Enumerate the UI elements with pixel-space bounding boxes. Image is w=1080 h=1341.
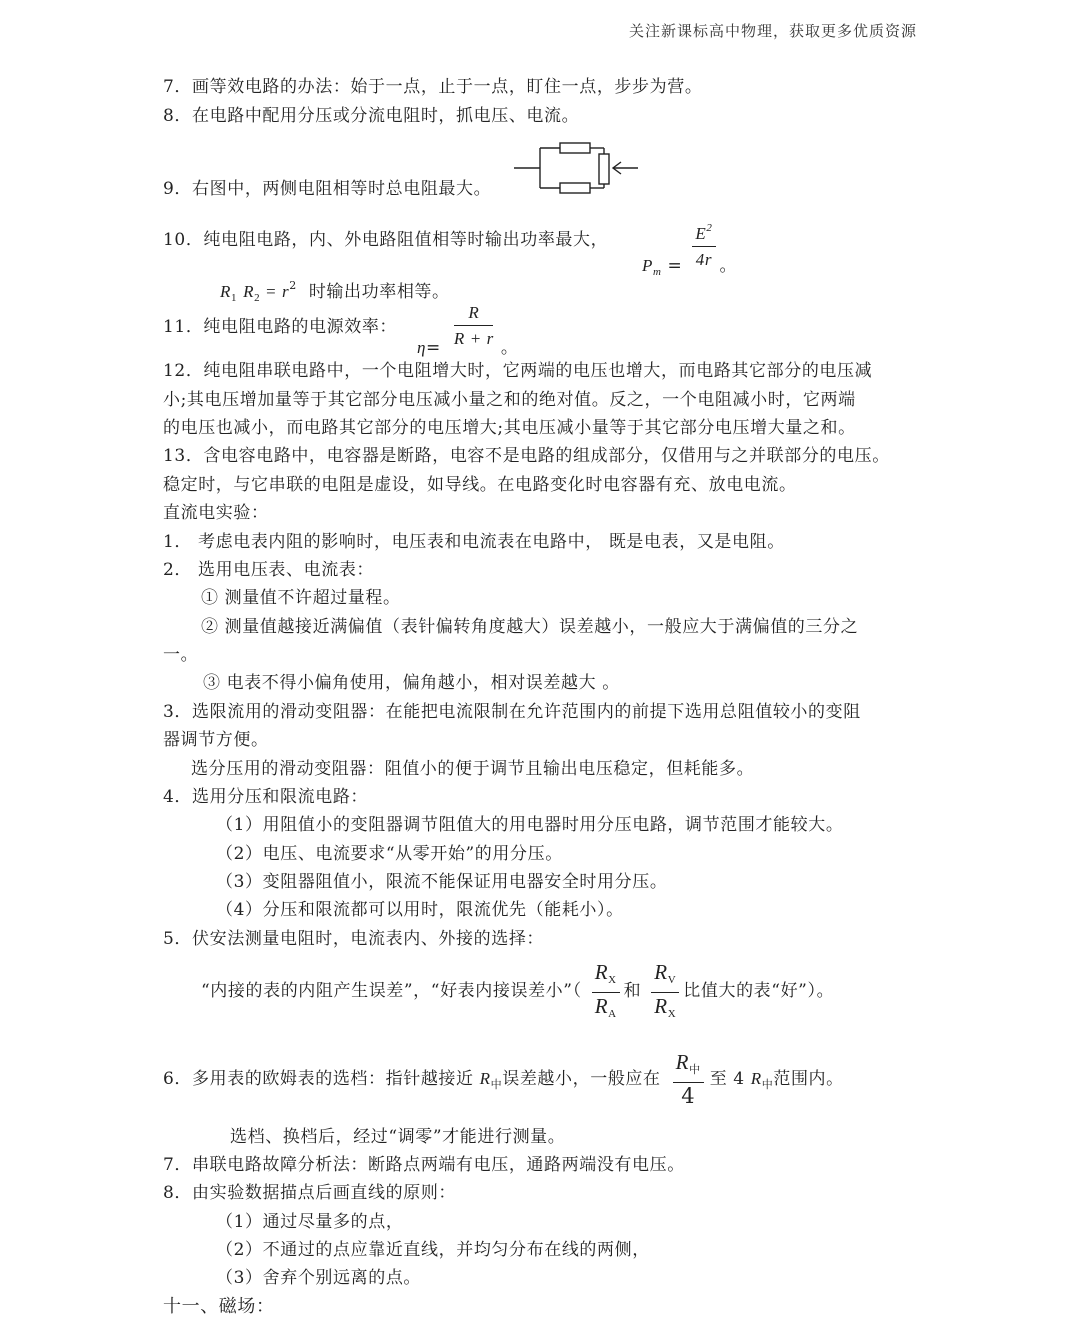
efficiency-fraction xyxy=(451,303,497,350)
exp-8-2: （2）不通过的点应靠近直线，并均匀分布在线的两侧， xyxy=(216,1240,650,1260)
exp-6-text-d: 范围内。 xyxy=(773,1069,844,1089)
rule-7: 7．画等效电路的办法：始于一点，止于一点，盯住一点，步步为营。 xyxy=(163,77,703,97)
exp-3-line2: 器调节方便。 xyxy=(163,730,269,750)
rule-13-line1: 13．含电容电路中，电容器是断路，电容不是电路的组成部分，仅借用与之并联部分的电压。 xyxy=(163,446,890,466)
rule-11-text: 11．纯电阻电路的电源效率： xyxy=(163,317,398,337)
exp-1: 1． 考虑电表内阻的影响时，电压表和电流表在电路中， 既是电表，又是电阻。 xyxy=(163,532,785,552)
r-mid-sub: 中 xyxy=(490,1078,503,1091)
rule-13-line2: 稳定时，与它串联的电阻是虚设，如导线。在电路变化时电容器有充、放电电流。 xyxy=(163,475,797,495)
r-squared: = r xyxy=(260,282,290,301)
rv-sub: V xyxy=(667,974,677,986)
rx-sub: X xyxy=(608,974,617,986)
condition-text: 时输出功率相等。 xyxy=(308,282,450,302)
fraction-numerator: E xyxy=(695,224,707,243)
r-mid2-symbol: R xyxy=(750,1069,762,1088)
formula-eq: = xyxy=(667,256,683,276)
rule-11 xyxy=(163,315,397,339)
rule-12-line1: 12．纯电阻串联电路中，一个电阻增大时，它两端的电压也增大，而电路其它部分的电压减 xyxy=(163,361,873,381)
r-mid-quarter xyxy=(673,1052,704,1107)
r-mid-den: 4 xyxy=(681,1084,696,1108)
exp-6-note: 选档、换档后，经过“调零”才能进行测量。 xyxy=(230,1127,566,1147)
exp-8-1: （1）通过尽量多的点， xyxy=(216,1212,404,1232)
ra-symbol: R xyxy=(594,994,609,1018)
r2-symbol: R xyxy=(243,282,255,301)
ra-sub: A xyxy=(608,1008,617,1020)
numerator-exp: 2 xyxy=(706,222,713,234)
rule-9: 9．右图中，两侧电阻相等时总电阻最大。 xyxy=(163,179,492,199)
exp-2-1: ① 测量值不许超过量程。 xyxy=(201,588,401,608)
exp-2: 2． 选用电压表、电流表： xyxy=(163,560,375,580)
rule-8: 8．在电路中配用分压或分流电阻时，抓电压、电流。 xyxy=(163,106,580,126)
rule-12-line3: 的电压也减小，而电路其它部分的电压增大;其电压减小量等于其它部分电压增大量之和。 xyxy=(163,418,856,438)
exp-8: 8．由实验数据描点后画直线的原则： xyxy=(163,1183,457,1203)
exp-5: 5．伏安法测量电阻时，电流表内、外接的选择： xyxy=(163,929,545,949)
rule-12-line2: 小;其电压增加量等于其它部分电压减小量之和的绝对值。反之，一个电阻减小时，它两端 xyxy=(163,390,856,410)
exp-7: 7．串联电路故障分析法：断路点两端有电压，通路两端没有电压。 xyxy=(163,1155,685,1175)
power-fraction xyxy=(692,218,715,271)
fraction-denominator: 4r xyxy=(695,250,713,269)
efficiency-formula xyxy=(417,303,519,358)
section-title-dc-experiment: 直流电实验： xyxy=(163,503,269,523)
ratio-rv-rx xyxy=(651,962,679,1025)
exp-6 xyxy=(163,1052,844,1107)
rx-symbol: R xyxy=(594,960,609,984)
exp-2-2: ② 测量值越接近满偏值（表针偏转角度越大）误差越小，一般应大于满偏值的三分之 xyxy=(201,617,859,637)
exp-4-1: （1）用阻值小的变阻器调节阻值大的用电器时用分压电路，调节范围才能较大。 xyxy=(216,815,844,835)
r-mid-symbol: R xyxy=(479,1069,491,1088)
formula-m: m xyxy=(652,266,662,278)
exp-2-3: ③ 电表不得小偏角使用，偏角越小，相对误差越大 。 xyxy=(203,673,620,693)
exp-4-4: （4）分压和限流都可以用时，限流优先（能耗小）。 xyxy=(216,900,624,920)
rule-10 xyxy=(163,228,608,252)
ratio-rx-ra xyxy=(592,962,620,1025)
eta-symbol: η xyxy=(417,338,427,357)
exp-6-text-c: 至 4 xyxy=(709,1069,745,1089)
exp-4: 4．选用分压和限流电路： xyxy=(163,787,369,807)
r-mid-num: R xyxy=(675,1050,690,1074)
exp-4-3: （3）变阻器阻值小，限流不能保证用电器安全时用分压。 xyxy=(216,872,668,892)
r2-sub: 2 xyxy=(254,292,261,304)
exp-8-3: （3）舍弃个别远离的点。 xyxy=(216,1268,422,1288)
r-mid-num-sub: 中 xyxy=(689,1063,701,1076)
exp-6-text-a: 6．多用表的欧姆表的选档：指针越接近 xyxy=(163,1069,474,1089)
exp-5-formula-text: “内接的表的内阻产生误差”，“好表内接误差小”（ xyxy=(201,981,582,1001)
exp-4-2: （2）电压、电流要求“从零开始”的用分压。 xyxy=(216,844,563,864)
page-header: 关注新课标高中物理，获取更多优质资源 xyxy=(628,22,917,40)
exp-3-line1: 3．选限流用的滑动变阻器：在能把电流限制在允许范围内的前提下选用总阻值较小的变阻 xyxy=(163,702,861,722)
exp-2-2-cont: 一。 xyxy=(163,645,199,665)
parallel-resistor-diagram xyxy=(510,140,645,195)
rv-symbol: R xyxy=(654,960,668,984)
rule-10-condition xyxy=(220,274,450,310)
section-title-magnetic-field: 十一、磁场： xyxy=(163,1296,275,1317)
rule-10-formula xyxy=(642,218,738,278)
rule-10-text: 10．纯电阻电路，内、外电路阻值相等时输出功率最大， xyxy=(163,230,609,250)
rx2-symbol: R xyxy=(654,994,668,1018)
exp-5-formula xyxy=(201,962,834,1025)
exp-5-formula-end: 比值大的表“好”）。 xyxy=(683,981,835,1001)
r1-sub: 1 xyxy=(230,292,238,304)
efficiency-numerator: R xyxy=(454,303,493,326)
efficiency-end: 。 xyxy=(500,338,519,358)
formula-end: 。 xyxy=(719,256,738,276)
formula-p: P xyxy=(642,256,653,275)
rx2-sub: X xyxy=(667,1008,677,1020)
exp-6-text-b: 误差越小，一般应在 xyxy=(502,1069,661,1089)
efficiency-eq: = xyxy=(426,338,441,358)
r1-symbol: R xyxy=(220,282,231,301)
r-mid2-sub: 中 xyxy=(761,1078,774,1091)
and-word: 和 xyxy=(623,981,642,1001)
r-exp: 2 xyxy=(289,279,297,292)
exp-3-line3: 选分压用的滑动变阻器：阻值小的便于调节且输出电压稳定，但耗能多。 xyxy=(191,759,755,779)
efficiency-denominator: R + r xyxy=(453,329,494,348)
